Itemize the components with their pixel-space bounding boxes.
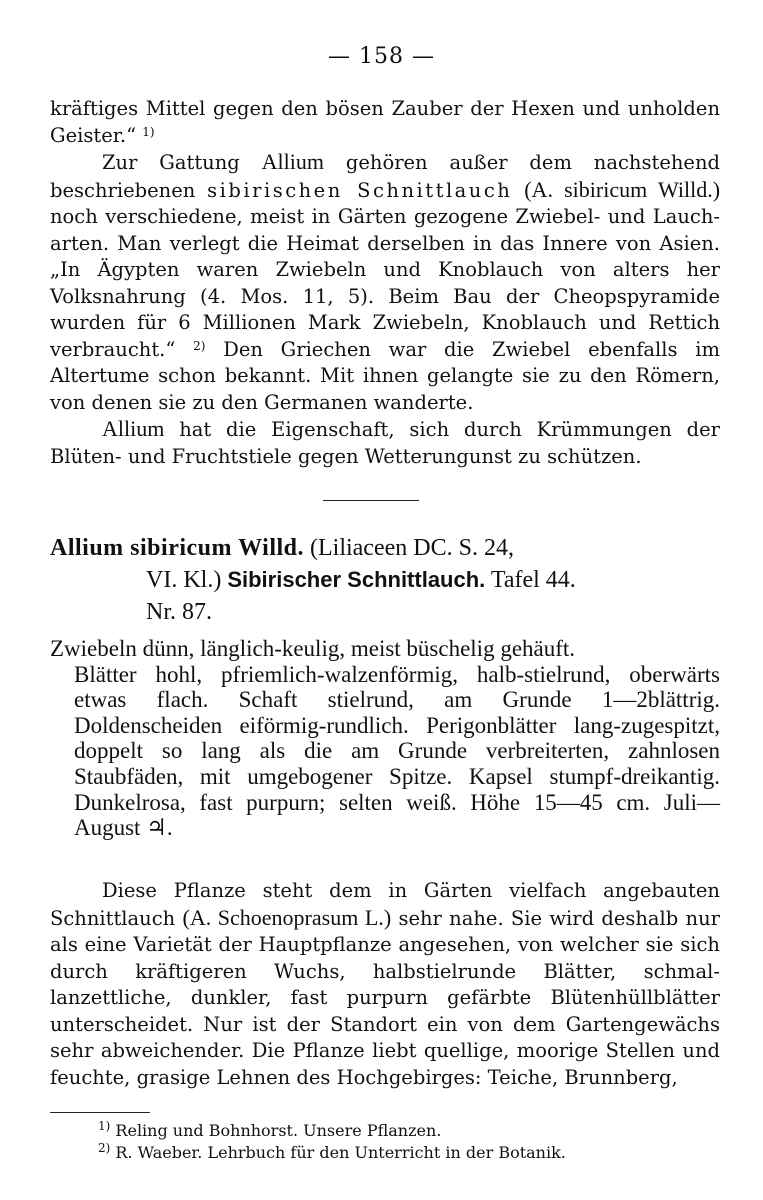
paragraph-text: Diese Pflanze steht dem in Gärten vielfach angebauten Schnittlauch	[50, 879, 720, 930]
intro-paragraphs	[50, 96, 720, 470]
latin-genus: Allium	[261, 149, 324, 174]
footnote-2	[98, 1142, 718, 1164]
footnote-text: R. Waeber. Lehrbuch für den Unterricht in der Botanik.	[115, 1143, 566, 1162]
paragraph-text: Den Griechen war die Zwiebel ebenfalls im Altertume schon bekannt. Mit ihnen gelangte sie zu den Römern, von denen sie zu den Germanen wanderte.	[50, 337, 720, 414]
species-number: Nr. 87.	[146, 599, 212, 625]
species-heading	[50, 532, 730, 628]
latin-name: (A. Schoenoprasum L.)	[182, 904, 392, 930]
plate-info: Tafel 44.	[490, 567, 576, 593]
latin-name: (A. sibiricum Willd.)	[524, 176, 721, 202]
german-name: Sibirischer Schnittlauch.	[227, 567, 486, 592]
species-description	[50, 636, 720, 841]
page-number: — 158 —	[328, 44, 435, 69]
latin-genus: Allium	[102, 416, 165, 441]
footnote-marker: 1)	[98, 1119, 111, 1133]
notes-paragraph	[50, 878, 720, 1091]
heading-line-2	[50, 564, 730, 596]
family-info: (Liliaceen DC. S. 24,	[310, 535, 514, 561]
paragraph-genus	[50, 149, 720, 416]
description-first-line: Zwiebeln dünn, länglich-keulig, meist büschelig gehäuft.	[50, 636, 576, 661]
paragraph-text: Zur Gattung	[102, 151, 240, 174]
footnote-marker: 2)	[98, 1141, 111, 1155]
paragraph-continuation	[50, 96, 720, 149]
footnote-ref-2: 2)	[193, 338, 206, 353]
footnote-ref-1: 1)	[142, 124, 155, 139]
footnotes	[98, 1120, 718, 1164]
section-divider	[323, 500, 419, 501]
species-name: Allium sibiricum Willd.	[50, 535, 304, 561]
class-info: VI. Kl.)	[146, 567, 222, 593]
paragraph-notes	[50, 878, 720, 1091]
paragraph-text: gehören außer dem nachstehend beschriebenen	[50, 151, 720, 202]
footnote-1	[98, 1120, 718, 1142]
emphasized-term: sibirischen Schnittlauch	[207, 178, 513, 202]
paragraph-text: kräftiges Mittel gegen den bösen Zauber der Hexen und unholden Geister.“	[50, 97, 720, 147]
heading-line-3	[50, 596, 730, 628]
heading-line-1	[50, 532, 730, 564]
paragraph-text: sehr nahe. Sie wird deshalb nur als eine Varietät der Hauptpflanze angesehen, von welcher sie sich durch kräftigeren Wuchs, halbstielrunde Blätter, schmal-lanzettliche, dunkler, fast purpurn gefärbte Blütenhüllblätter unterscheidet. Nur ist der Standort ein von dem Gartengewächs sehr abweichender. Die Pflanze liebt quellige, moorige Stellen und feuchte, grasige Lehnen des Hochgebirges: Teiche, Brunnberg,	[50, 906, 720, 1089]
description-body: Blätter hohl, pfriemlich-walzenförmig, halb-stielrund, oberwärts etwas flach. Schaft stielrund, am Grunde 1—2blättrig. Doldenscheiden eiförmig-rundlich. Perigonblätter lang-zugespitzt, doppelt so lang als die am Grunde verbreiterten, zahnlosen Staubfäden, mit umgebogener Spitze. Kapsel stumpf-dreikantig. Dunkelrosa, fast purpurn; selten weiß. Höhe 15—45 cm. Juli—August ♃.	[74, 661, 720, 841]
paragraph-text: noch verschiedene, meist in Gärten gezogene Zwiebel- und Laucharten. Man verlegt die Heimat derselben in das Innere von Asien. „In Ägypten waren Zwiebeln und Knoblauch von alters her Volksnahrung (4. Mos. 11, 5). Beim Bau der Cheopspyramide wurden für 6 Millionen Mark Zwiebeln, Knoblauch und Rettich verbraucht.“	[50, 205, 720, 361]
paragraph-text: hat die Eigenschaft, sich durch Krümmungen der Blüten- und Fruchtstiele gegen Wetterungunst zu schützen.	[50, 418, 720, 468]
footnote-text: Reling und Bohnhorst. Unsere Pflanzen.	[115, 1121, 442, 1140]
footnote-divider	[50, 1112, 150, 1113]
paragraph-property	[50, 416, 720, 470]
